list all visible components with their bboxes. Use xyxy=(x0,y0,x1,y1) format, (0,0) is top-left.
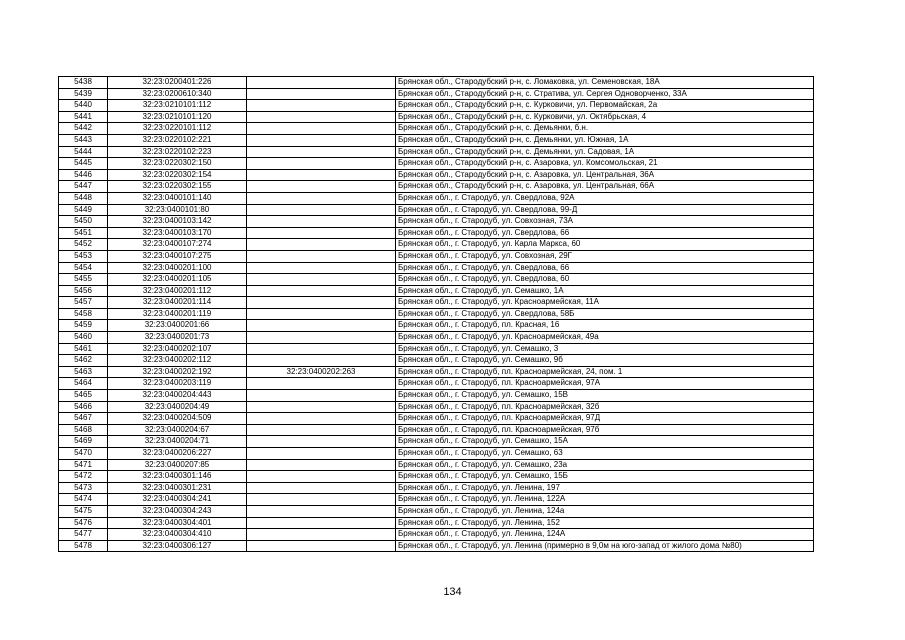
address-cell: Брянская обл., Стародубский р-н, с. Ломаковка, ул. Семеновская, 18А xyxy=(396,77,814,89)
related-cadastral-number-cell xyxy=(247,390,396,402)
address-cell: Брянская обл., г. Стародуб, ул. Ленина, 197 xyxy=(396,482,814,494)
cadastral-number-cell: 32:23:0400201:100 xyxy=(108,262,247,274)
row-number-cell: 5473 xyxy=(59,482,108,494)
cadastral-number-cell: 32:23:0400204:67 xyxy=(108,424,247,436)
cadastral-number-cell: 32:23:0400201:66 xyxy=(108,320,247,332)
cadastral-number-cell: 32:23:0400107:274 xyxy=(108,239,247,251)
row-number-cell: 5446 xyxy=(59,169,108,181)
related-cadastral-number-cell xyxy=(247,134,396,146)
address-cell: Брянская обл., г. Стародуб, ул. Семашко, 63 xyxy=(396,448,814,460)
address-cell: Брянская обл., Стародубский р-н, с. Курковичи, ул. Октябрьская, 4 xyxy=(396,111,814,123)
table-row xyxy=(59,482,814,494)
row-number-cell: 5455 xyxy=(59,274,108,286)
cadastral-number-cell: 32:23:0400107:275 xyxy=(108,250,247,262)
row-number-cell: 5443 xyxy=(59,134,108,146)
row-number-cell: 5462 xyxy=(59,355,108,367)
address-cell: Брянская обл., г. Стародуб, ул. Совхозная, 29Г xyxy=(396,250,814,262)
table-row xyxy=(59,297,814,309)
address-cell: Брянская обл., г. Стародуб, ул. Семашко, 3 xyxy=(396,343,814,355)
table-row xyxy=(59,111,814,123)
row-number-cell: 5438 xyxy=(59,77,108,89)
address-cell: Брянская обл., Стародубский р-н, с. Курковичи, ул. Первомайская, 2а xyxy=(396,100,814,112)
related-cadastral-number-cell xyxy=(247,204,396,216)
table-row xyxy=(59,366,814,378)
row-number-cell: 5450 xyxy=(59,216,108,228)
address-cell: Брянская обл., г. Стародуб, ул. Свердлова, 58Б xyxy=(396,308,814,320)
related-cadastral-number-cell xyxy=(247,413,396,425)
row-number-cell: 5471 xyxy=(59,459,108,471)
address-cell: Брянская обл., г. Стародуб, ул. Свердлова, 60 xyxy=(396,274,814,286)
cadastral-number-cell: 32:23:0400301:231 xyxy=(108,482,247,494)
address-cell: Брянская обл., г. Стародуб, ул. Совхозная, 73А xyxy=(396,216,814,228)
row-number-cell: 5439 xyxy=(59,88,108,100)
related-cadastral-number-cell xyxy=(247,100,396,112)
related-cadastral-number-cell xyxy=(247,401,396,413)
address-cell: Брянская обл., Стародубский р-н, с. Демьянки, б.н. xyxy=(396,123,814,135)
related-cadastral-number-cell xyxy=(247,529,396,541)
table-row xyxy=(59,401,814,413)
related-cadastral-number-cell xyxy=(247,181,396,193)
related-cadastral-number-cell xyxy=(247,332,396,344)
related-cadastral-number-cell xyxy=(247,540,396,552)
address-cell: Брянская обл., г. Стародуб, ул. Семашко, 15А xyxy=(396,436,814,448)
row-number-cell: 5472 xyxy=(59,471,108,483)
related-cadastral-number-cell xyxy=(247,88,396,100)
table-row xyxy=(59,181,814,193)
table-row xyxy=(59,146,814,158)
table-row xyxy=(59,529,814,541)
address-cell: Брянская обл., г. Стародуб, пл. Красноармейская, 32б xyxy=(396,401,814,413)
row-number-cell: 5440 xyxy=(59,100,108,112)
cadastral-number-cell: 32:23:0400304:243 xyxy=(108,505,247,517)
cadastral-number-cell: 32:23:0400201:114 xyxy=(108,297,247,309)
cadastral-number-cell: 32:23:0400202:107 xyxy=(108,343,247,355)
address-cell: Брянская обл., г. Стародуб, ул. Семашко, 1А xyxy=(396,285,814,297)
cadastral-number-cell: 32:23:0220302:155 xyxy=(108,181,247,193)
cadastral-number-cell: 32:23:0400202:192 xyxy=(108,366,247,378)
cadastral-number-cell: 32:23:0400207:85 xyxy=(108,459,247,471)
row-number-cell: 5451 xyxy=(59,227,108,239)
cadastral-number-cell: 32:23:0400204:71 xyxy=(108,436,247,448)
address-cell: Брянская обл., г. Стародуб, ул. Свердлова, 66 xyxy=(396,227,814,239)
related-cadastral-number-cell xyxy=(247,471,396,483)
cadastral-number-cell: 32:23:0210101:112 xyxy=(108,100,247,112)
row-number-cell: 5460 xyxy=(59,332,108,344)
cadastral-number-cell: 32:23:0220302:154 xyxy=(108,169,247,181)
cadastral-number-cell: 32:23:0400206:227 xyxy=(108,448,247,460)
table-row xyxy=(59,355,814,367)
cadastral-number-cell: 32:23:0400103:170 xyxy=(108,227,247,239)
cadastral-number-cell: 32:23:0400201:73 xyxy=(108,332,247,344)
related-cadastral-number-cell xyxy=(247,158,396,170)
table-row xyxy=(59,158,814,170)
row-number-cell: 5469 xyxy=(59,436,108,448)
row-number-cell: 5474 xyxy=(59,494,108,506)
related-cadastral-number-cell xyxy=(247,169,396,181)
cadastral-number-cell: 32:23:0400202:112 xyxy=(108,355,247,367)
table-row xyxy=(59,517,814,529)
table-row xyxy=(59,227,814,239)
related-cadastral-number-cell xyxy=(247,494,396,506)
row-number-cell: 5466 xyxy=(59,401,108,413)
related-cadastral-number-cell xyxy=(247,320,396,332)
table-row xyxy=(59,308,814,320)
row-number-cell: 5456 xyxy=(59,285,108,297)
related-cadastral-number-cell xyxy=(247,505,396,517)
row-number-cell: 5465 xyxy=(59,390,108,402)
address-cell: Брянская обл., г. Стародуб, ул. Семашко, 15В xyxy=(396,390,814,402)
cadastral-number-cell: 32:23:0400204:509 xyxy=(108,413,247,425)
address-cell: Брянская обл., г. Стародуб, ул. Свердлова, 99-Д xyxy=(396,204,814,216)
cadastral-number-cell: 32:23:0400201:119 xyxy=(108,308,247,320)
table-row xyxy=(59,471,814,483)
cadastral-number-cell: 32:23:0400101:80 xyxy=(108,204,247,216)
related-cadastral-number-cell xyxy=(247,216,396,228)
related-cadastral-number-cell xyxy=(247,227,396,239)
address-cell: Брянская обл., г. Стародуб, ул. Семашко, 23а xyxy=(396,459,814,471)
cadastral-number-cell: 32:23:0400204:443 xyxy=(108,390,247,402)
cadastral-number-cell: 32:23:0400101:140 xyxy=(108,192,247,204)
related-cadastral-number-cell xyxy=(247,308,396,320)
table-row xyxy=(59,285,814,297)
table-row xyxy=(59,216,814,228)
table-row xyxy=(59,459,814,471)
row-number-cell: 5449 xyxy=(59,204,108,216)
address-cell: Брянская обл., г. Стародуб, ул. Семашко, 9б xyxy=(396,355,814,367)
related-cadastral-number-cell xyxy=(247,482,396,494)
address-cell: Брянская обл., г. Стародуб, ул. Ленина, 124а xyxy=(396,505,814,517)
table-row xyxy=(59,262,814,274)
cadastral-number-cell: 32:23:0200401:226 xyxy=(108,77,247,89)
table-row xyxy=(59,540,814,552)
cadastral-number-cell: 32:23:0220101:112 xyxy=(108,123,247,135)
row-number-cell: 5470 xyxy=(59,448,108,460)
table-row xyxy=(59,332,814,344)
cadastral-number-cell: 32:23:0400304:410 xyxy=(108,529,247,541)
row-number-cell: 5475 xyxy=(59,505,108,517)
table-row xyxy=(59,204,814,216)
table-row xyxy=(59,343,814,355)
address-cell: Брянская обл., г. Стародуб, ул. Карла Маркса, 60 xyxy=(396,239,814,251)
table-row xyxy=(59,378,814,390)
table-row xyxy=(59,250,814,262)
address-cell: Брянская обл., г. Стародуб, ул. Ленина, 122А xyxy=(396,494,814,506)
row-number-cell: 5461 xyxy=(59,343,108,355)
row-number-cell: 5453 xyxy=(59,250,108,262)
related-cadastral-number-cell xyxy=(247,378,396,390)
cadastral-number-cell: 32:23:0400203:119 xyxy=(108,378,247,390)
address-cell: Брянская обл., г. Стародуб, пл. Красноармейская, 24, пом. 1 xyxy=(396,366,814,378)
related-cadastral-number-cell xyxy=(247,274,396,286)
address-cell: Брянская обл., Стародубский р-н, с. Азаровка, ул. Центральная, 36А xyxy=(396,169,814,181)
table-row xyxy=(59,169,814,181)
row-number-cell: 5441 xyxy=(59,111,108,123)
table-row xyxy=(59,134,814,146)
related-cadastral-number-cell xyxy=(247,77,396,89)
table-row xyxy=(59,436,814,448)
address-cell: Брянская обл., г. Стародуб, ул. Свердлова, 66 xyxy=(396,262,814,274)
address-cell: Брянская обл., г. Стародуб, пл. Красноармейская, 97Д xyxy=(396,413,814,425)
cadastral-number-cell: 32:23:0400306:127 xyxy=(108,540,247,552)
row-number-cell: 5459 xyxy=(59,320,108,332)
cadastral-number-cell: 32:23:0400304:241 xyxy=(108,494,247,506)
related-cadastral-number-cell: 32:23:0400202:263 xyxy=(247,366,396,378)
table-row xyxy=(59,505,814,517)
related-cadastral-number-cell xyxy=(247,123,396,135)
address-cell: Брянская обл., г. Стародуб, ул. Свердлова, 92А xyxy=(396,192,814,204)
address-cell: Брянская обл., г. Стародуб, пл. Красная, 16 xyxy=(396,320,814,332)
table-row xyxy=(59,239,814,251)
address-cell: Брянская обл., г. Стародуб, ул. Красноармейская, 49а xyxy=(396,332,814,344)
row-number-cell: 5448 xyxy=(59,192,108,204)
address-cell: Брянская обл., г. Стародуб, ул. Ленина, 124А xyxy=(396,529,814,541)
cadastral-number-cell: 32:23:0400201:112 xyxy=(108,285,247,297)
related-cadastral-number-cell xyxy=(247,250,396,262)
address-cell: Брянская обл., г. Стародуб, ул. Красноармейская, 11А xyxy=(396,297,814,309)
cadastral-number-cell: 32:23:0220102:221 xyxy=(108,134,247,146)
address-cell: Брянская обл., Стародубский р-н, с. Стратива, ул. Сергея Одноворченко, 33А xyxy=(396,88,814,100)
address-cell: Брянская обл., Стародубский р-н, с. Азаровка, ул. Комсомольская, 21 xyxy=(396,158,814,170)
cadastral-number-cell: 32:23:0220102:223 xyxy=(108,146,247,158)
related-cadastral-number-cell xyxy=(247,262,396,274)
table-row xyxy=(59,100,814,112)
table-row xyxy=(59,390,814,402)
row-number-cell: 5447 xyxy=(59,181,108,193)
cadastral-number-cell: 32:23:0400201:105 xyxy=(108,274,247,286)
cadastral-number-cell: 32:23:0400304:401 xyxy=(108,517,247,529)
table-body xyxy=(59,77,814,552)
row-number-cell: 5467 xyxy=(59,413,108,425)
related-cadastral-number-cell xyxy=(247,355,396,367)
row-number-cell: 5463 xyxy=(59,366,108,378)
row-number-cell: 5468 xyxy=(59,424,108,436)
address-cell: Брянская обл., г. Стародуб, ул. Семашко, 15Б xyxy=(396,471,814,483)
related-cadastral-number-cell xyxy=(247,297,396,309)
cadastral-number-cell: 32:23:0220302:150 xyxy=(108,158,247,170)
row-number-cell: 5464 xyxy=(59,378,108,390)
related-cadastral-number-cell xyxy=(247,111,396,123)
address-cell: Брянская обл., г. Стародуб, пл. Красноармейская, 97А xyxy=(396,378,814,390)
row-number-cell: 5458 xyxy=(59,308,108,320)
row-number-cell: 5445 xyxy=(59,158,108,170)
cadastral-number-cell: 32:23:0200610:340 xyxy=(108,88,247,100)
address-cell: Брянская обл., Стародубский р-н, с. Демьянки, ул. Садовая, 1А xyxy=(396,146,814,158)
related-cadastral-number-cell xyxy=(247,285,396,297)
address-cell: Брянская обл., Стародубский р-н, с. Демьянки, ул. Южная, 1А xyxy=(396,134,814,146)
row-number-cell: 5442 xyxy=(59,123,108,135)
related-cadastral-number-cell xyxy=(247,239,396,251)
row-number-cell: 5457 xyxy=(59,297,108,309)
table-row xyxy=(59,448,814,460)
related-cadastral-number-cell xyxy=(247,343,396,355)
cadastral-number-cell: 32:23:0400103:142 xyxy=(108,216,247,228)
address-cell: Брянская обл., Стародубский р-н, с. Азаровка, ул. Центральная, 66А xyxy=(396,181,814,193)
table-row xyxy=(59,424,814,436)
table-row xyxy=(59,77,814,89)
related-cadastral-number-cell xyxy=(247,436,396,448)
property-table xyxy=(58,76,814,552)
row-number-cell: 5476 xyxy=(59,517,108,529)
related-cadastral-number-cell xyxy=(247,517,396,529)
table-row xyxy=(59,413,814,425)
table-row xyxy=(59,192,814,204)
address-cell: Брянская обл., г. Стародуб, ул. Ленина, 152 xyxy=(396,517,814,529)
address-cell: Брянская обл., г. Стародуб, ул. Ленина (примерно в 9,0м на юго-запад от жилого дома №80) xyxy=(396,540,814,552)
related-cadastral-number-cell xyxy=(247,448,396,460)
related-cadastral-number-cell xyxy=(247,146,396,158)
row-number-cell: 5478 xyxy=(59,540,108,552)
row-number-cell: 5444 xyxy=(59,146,108,158)
related-cadastral-number-cell xyxy=(247,424,396,436)
table-row xyxy=(59,88,814,100)
row-number-cell: 5477 xyxy=(59,529,108,541)
page-number: 134 xyxy=(443,586,462,598)
cadastral-number-cell: 32:23:0400204:49 xyxy=(108,401,247,413)
related-cadastral-number-cell xyxy=(247,192,396,204)
table-row xyxy=(59,274,814,286)
table-row xyxy=(59,123,814,135)
table-row xyxy=(59,320,814,332)
address-cell: Брянская обл., г. Стародуб, пл. Красноармейская, 97б xyxy=(396,424,814,436)
related-cadastral-number-cell xyxy=(247,459,396,471)
row-number-cell: 5454 xyxy=(59,262,108,274)
cadastral-number-cell: 32:23:0210101:120 xyxy=(108,111,247,123)
table-row xyxy=(59,494,814,506)
row-number-cell: 5452 xyxy=(59,239,108,251)
cadastral-number-cell: 32:23:0400301:146 xyxy=(108,471,247,483)
